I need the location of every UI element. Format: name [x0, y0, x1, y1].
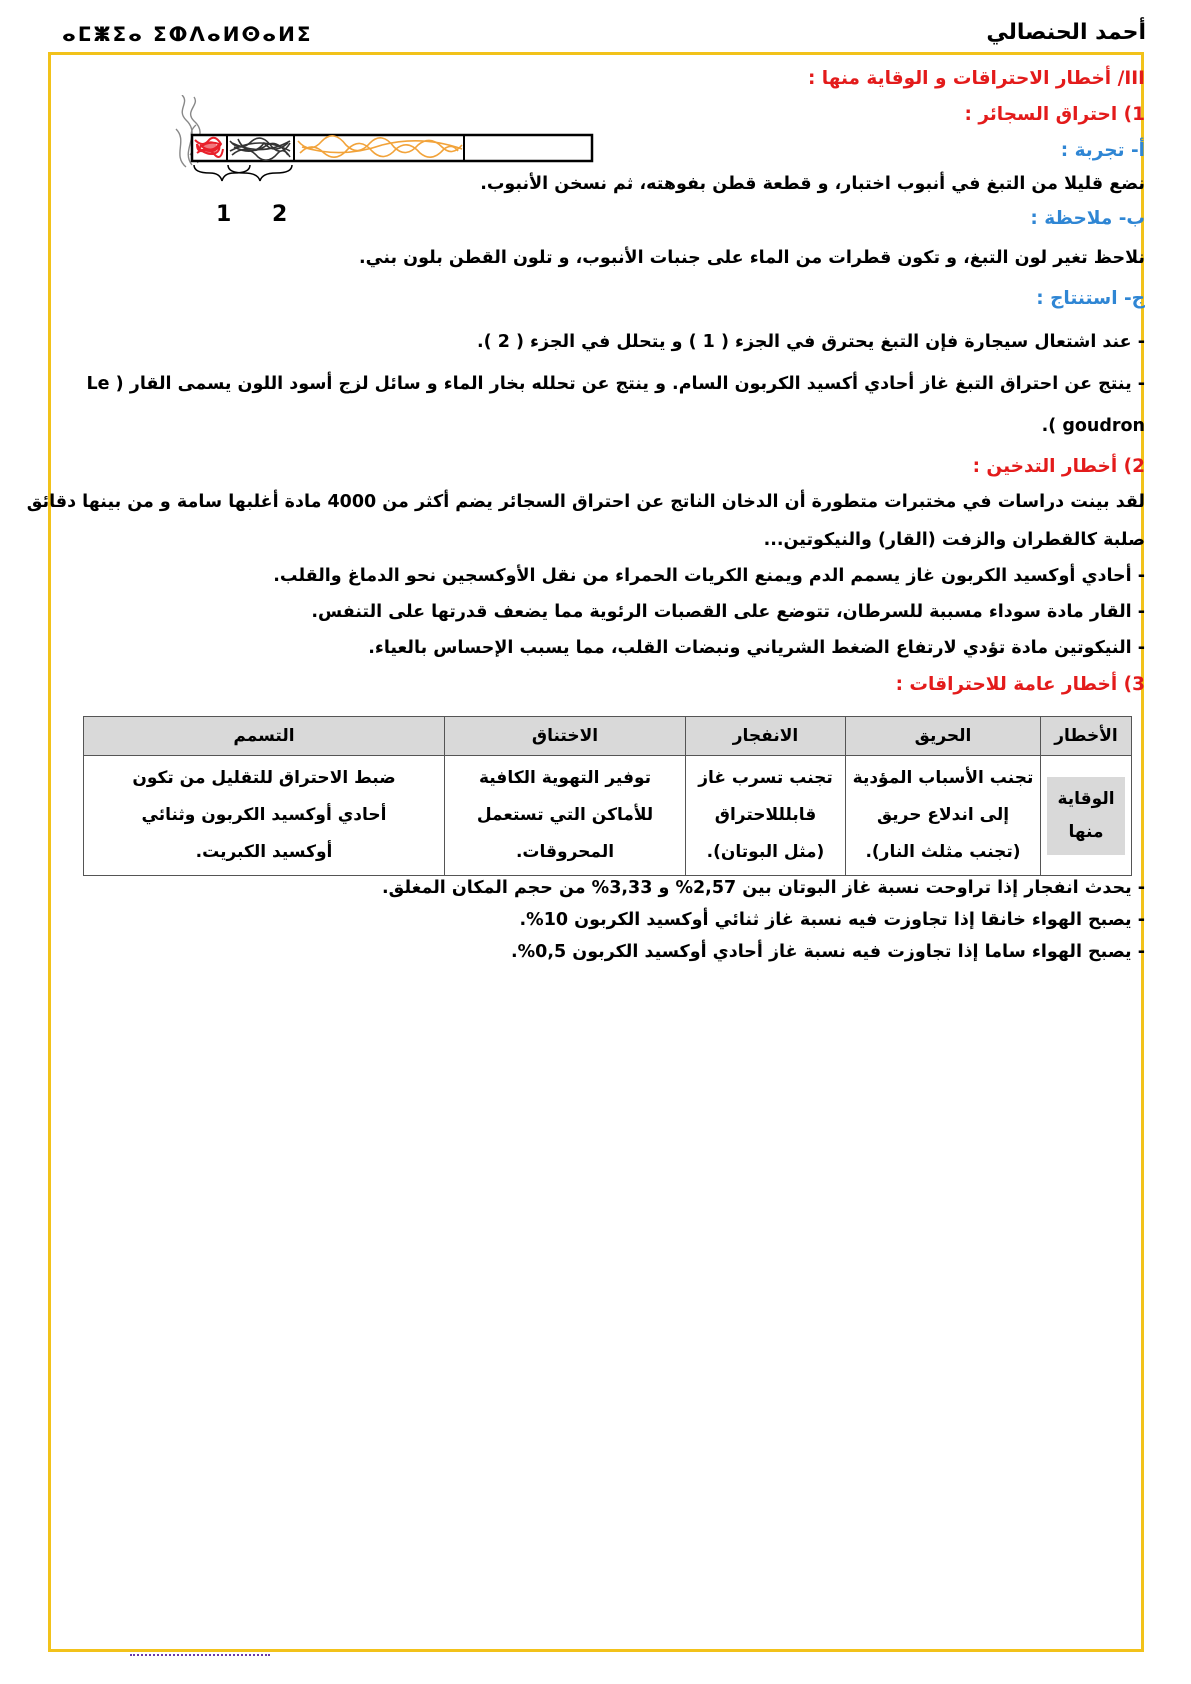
table-header-cell: الأخطار [1041, 717, 1132, 756]
table-cell [686, 756, 846, 876]
part3-title: 3) أخطار عامة للاحتراقات : [895, 674, 1145, 695]
author-name: أحمد الحنصالي [986, 20, 1146, 45]
table-cell [846, 756, 1041, 876]
tifinagh-logo-text: ⴰⵎⵥⵉⴰ ⵉⵀⴷⴰⵍⵙⴰⵍⵉ [62, 22, 313, 46]
row-label-cell [1041, 756, 1132, 876]
table-row [84, 756, 1132, 876]
smoking-bullet-2: - القار مادة سوداء مسببة للسرطان، تتوضع على القصبات الرئوية مما يضعف قدرتها على التنفس. [311, 602, 1145, 622]
conclusion-item-2-continued: goudron ). [1041, 416, 1145, 436]
danger-note-1: - يحدث انفجار إذا تراوحت نسبة غاز البوتان بين 2,57% و 3,33% من حجم المكان المغلق. [382, 878, 1145, 898]
table-cell [445, 756, 686, 876]
experiment-title: أ- تجربة : [1060, 140, 1145, 161]
cigarette-illustration [172, 95, 612, 235]
cell-line: المحروقات. [515, 842, 615, 862]
cell-line: تجنب الأسباب المؤدية [852, 768, 1034, 788]
dangers-table [83, 716, 1132, 876]
cell-line: إلى اندلاع حريق [876, 805, 1010, 825]
table-header-cell: الاختناق [445, 717, 686, 756]
illustration-label-2: 2 [272, 202, 288, 227]
smoking-bullet-1: - أحادي أوكسيد الكربون غاز يسمم الدم ويمنع الكريات الحمراء من نقل الأوكسجين نحو الدماغ والقلب. [273, 566, 1145, 586]
row-label-line: الوقاية [1057, 788, 1115, 809]
experiment-text: نضع قليلا من التبغ في أنبوب اختبار، و قطعة قطن بفوهته، ثم نسخن الأنبوب. [480, 174, 1145, 194]
illustration-label-1: 1 [216, 202, 232, 227]
table-header-cell: الانفجار [686, 717, 846, 756]
cell-line: توفير التهوية الكافية [478, 768, 652, 788]
cell-line: ضبط الاحتراق للتقليل من تكون [132, 768, 396, 788]
cell-line: (تجنب مثلث النار). [865, 842, 1021, 862]
table-header-cell: التسمم [84, 717, 445, 756]
conclusion-item-2: - ينتج عن احتراق التبغ غاز أحادي أكسيد الكربون السام. و ينتج عن تحلله بخار الماء و سائل لزج أسود اللون يسمى القار ( Le [86, 374, 1145, 394]
section-title: III/ أخطار الاحتراقات و الوقاية منها : [807, 68, 1145, 89]
table-header-cell: الحريق [846, 717, 1041, 756]
conclusion-item-1: - عند اشتعال سيجارة فإن التبغ يحترق في الجزء ( 1 ) و يتحلل في الجزء ( 2 ). [476, 332, 1145, 352]
part2-title: 2) أخطار التدخين : [972, 456, 1145, 477]
row-label-line: منها [1068, 821, 1104, 842]
observation-title: ب- ملاحظة : [1030, 208, 1145, 229]
page-header [62, 20, 1146, 50]
table-cell [84, 756, 445, 876]
part1-title: 1) احتراق السجائر : [964, 104, 1145, 125]
cell-line: أوكسيد الكبريت. [195, 842, 333, 862]
table-header-row [84, 717, 1132, 756]
brace-2 [228, 165, 292, 181]
cell-line: أحادي أوكسيد الكربون وثنائي [141, 805, 387, 825]
danger-note-2: - يصبح الهواء خانقا إذا تجاوزت فيه نسبة غاز ثنائي أوكسيد الكربون 10%. [519, 910, 1145, 930]
cell-line: تجنب تسرب غاز [698, 768, 833, 788]
observation-text: نلاحظ تغير لون التبغ، و تكون قطرات من الماء على جنبات الأنبوب، و تلون القطن بلون بني. [359, 248, 1145, 268]
cell-line: (مثل البوتان). [706, 842, 825, 862]
smoking-intro: لقد بينت دراسات في مختبرات متطورة أن الدخان الناتج عن احتراق السجائر يضم أكثر من 4000 مادة أغلبها سامة و من بينها دقائق [26, 492, 1145, 512]
footer-mark [130, 1650, 270, 1656]
cell-line: قابلللاحتراق [714, 805, 817, 825]
conclusion-title: ج- استنتاج : [1036, 288, 1145, 309]
cell-line: للأماكن التي تستعمل [476, 805, 654, 825]
cigarette-body [192, 135, 592, 161]
smoking-bullet-3: - النيكوتين مادة تؤدي لارتفاع الضغط الشرياني ونبضات القلب، مما يسبب الإحساس بالعياء. [368, 638, 1145, 658]
smoking-intro-continued: صلبة كالقطران والزفت (القار) والنيكوتين... [763, 530, 1145, 550]
danger-note-3: - يصبح الهواء ساما إذا تجاوزت فيه نسبة غاز أحادي أوكسيد الكربون 0,5%. [510, 942, 1145, 962]
